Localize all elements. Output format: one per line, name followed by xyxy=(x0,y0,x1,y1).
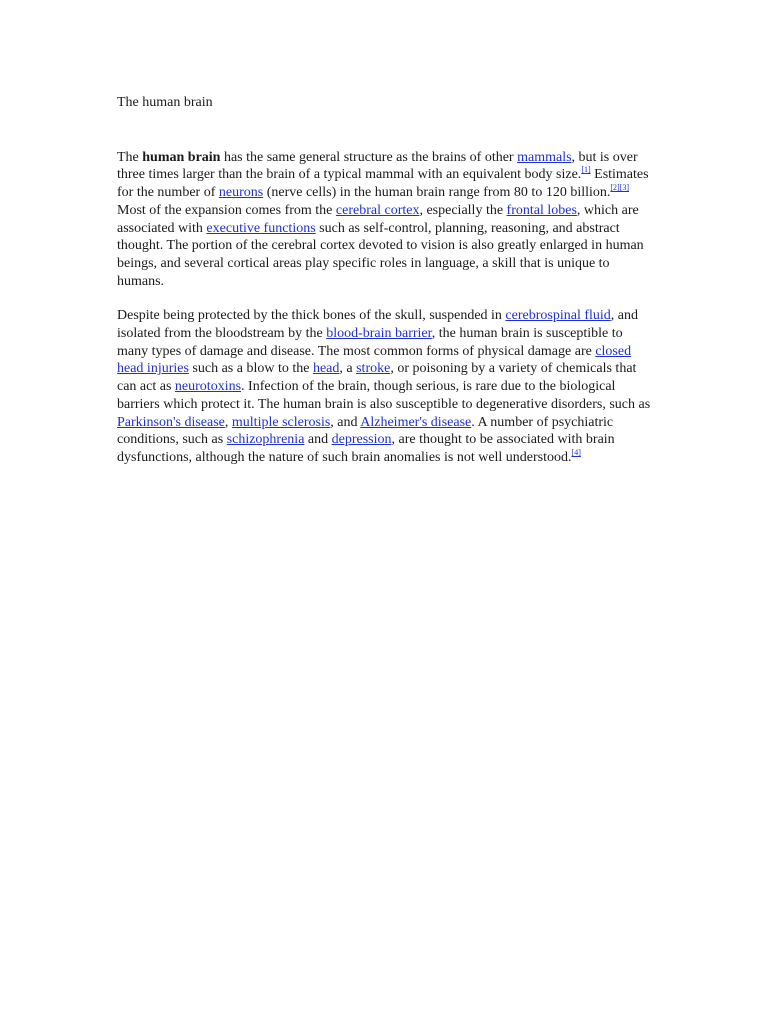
link-closed-head-injuries[interactable]: closed head injuries xyxy=(117,343,632,377)
ref-link-1[interactable]: [1] xyxy=(581,165,591,175)
link-alzheimers-disease[interactable]: Alzheimer's disease xyxy=(360,414,472,430)
text-span: has the same general structure as the brains of other xyxy=(220,149,518,165)
bold-term: human brain xyxy=(142,149,221,165)
text-span: such as a blow to the xyxy=(188,361,313,377)
link-mammals[interactable]: mammals xyxy=(517,149,572,165)
link-stroke[interactable]: stroke xyxy=(356,361,391,377)
paragraph-2 xyxy=(117,307,657,466)
link-neurotoxins[interactable]: neurotoxins xyxy=(174,379,242,395)
ref-link-4[interactable]: [4] xyxy=(571,447,581,457)
reference-2-3 xyxy=(610,183,629,192)
reference-4 xyxy=(572,448,581,457)
text-span: Estimates for the number of xyxy=(117,167,649,201)
link-multiple-sclerosis[interactable]: multiple sclerosis xyxy=(231,414,331,430)
text-span: , which are associated with xyxy=(117,202,639,236)
paragraph-1 xyxy=(117,149,657,291)
link-schizophrenia[interactable]: schizophrenia xyxy=(226,432,305,448)
text-span: , but is over three times larger than the brain of a typical mammal with an equivalent body size. xyxy=(117,149,638,183)
text-span: , or poisoning by a variety of chemicals that can act as xyxy=(117,361,637,395)
link-neurons[interactable]: neurons xyxy=(218,185,264,201)
link-parkinsons-disease[interactable]: Parkinson's disease xyxy=(117,414,225,430)
link-frontal-lobes[interactable]: frontal lobes xyxy=(506,202,577,218)
document-page xyxy=(117,94,657,484)
link-cerebrospinal-fluid[interactable]: cerebrospinal fluid xyxy=(505,308,611,324)
ref-link-2-3[interactable]: [2][3] xyxy=(610,183,630,193)
text-span: Despite being protected by the thick bones of the skull, suspended in xyxy=(117,308,506,324)
text-span: The xyxy=(117,149,143,165)
link-blood-brain-barrier[interactable]: blood-brain barrier xyxy=(326,326,432,342)
text-span: , and isolated from the bloodstream by the xyxy=(117,308,638,342)
link-executive-functions[interactable]: executive functions xyxy=(206,220,316,236)
text-span: , are thought to be associated with brain dysfunctions, although the nature of such brain anomalies is not well understood. xyxy=(117,432,615,465)
reference-1 xyxy=(581,165,590,174)
text-span: , the human brain is susceptible to many types of damage and disease. The most common forms of physical damage are xyxy=(117,326,623,359)
link-depression[interactable]: depression xyxy=(331,432,392,448)
text-span: Most of the expansion comes from the xyxy=(117,202,336,218)
link-cerebral-cortex[interactable]: cerebral cortex xyxy=(335,202,420,218)
text-span: such as self-control, planning, reasoning, and abstract thought. The portion of the cerebral cortex devoted to vision is also greatly enlarged in human beings, and several cortical areas play specific roles in language, a skill that is unique to humans. xyxy=(117,220,644,289)
text-span: , and xyxy=(330,414,361,430)
text-span: . A number of psychiatric conditions, such as xyxy=(117,414,614,448)
text-span: , especially the xyxy=(419,202,507,218)
text-span: (nerve cells) in the human brain range from 80 to 120 billion. xyxy=(263,185,611,201)
text-span: , xyxy=(224,414,232,430)
text-span: and xyxy=(304,432,332,448)
text-span: , a xyxy=(339,361,357,377)
text-span: . Infection of the brain, though serious, is rare due to the biological barriers which protect it. The human brain is also susceptible to degenerative disorders, such as xyxy=(117,379,651,412)
link-head[interactable]: head xyxy=(312,361,340,377)
page-title: The human brain xyxy=(117,95,213,110)
